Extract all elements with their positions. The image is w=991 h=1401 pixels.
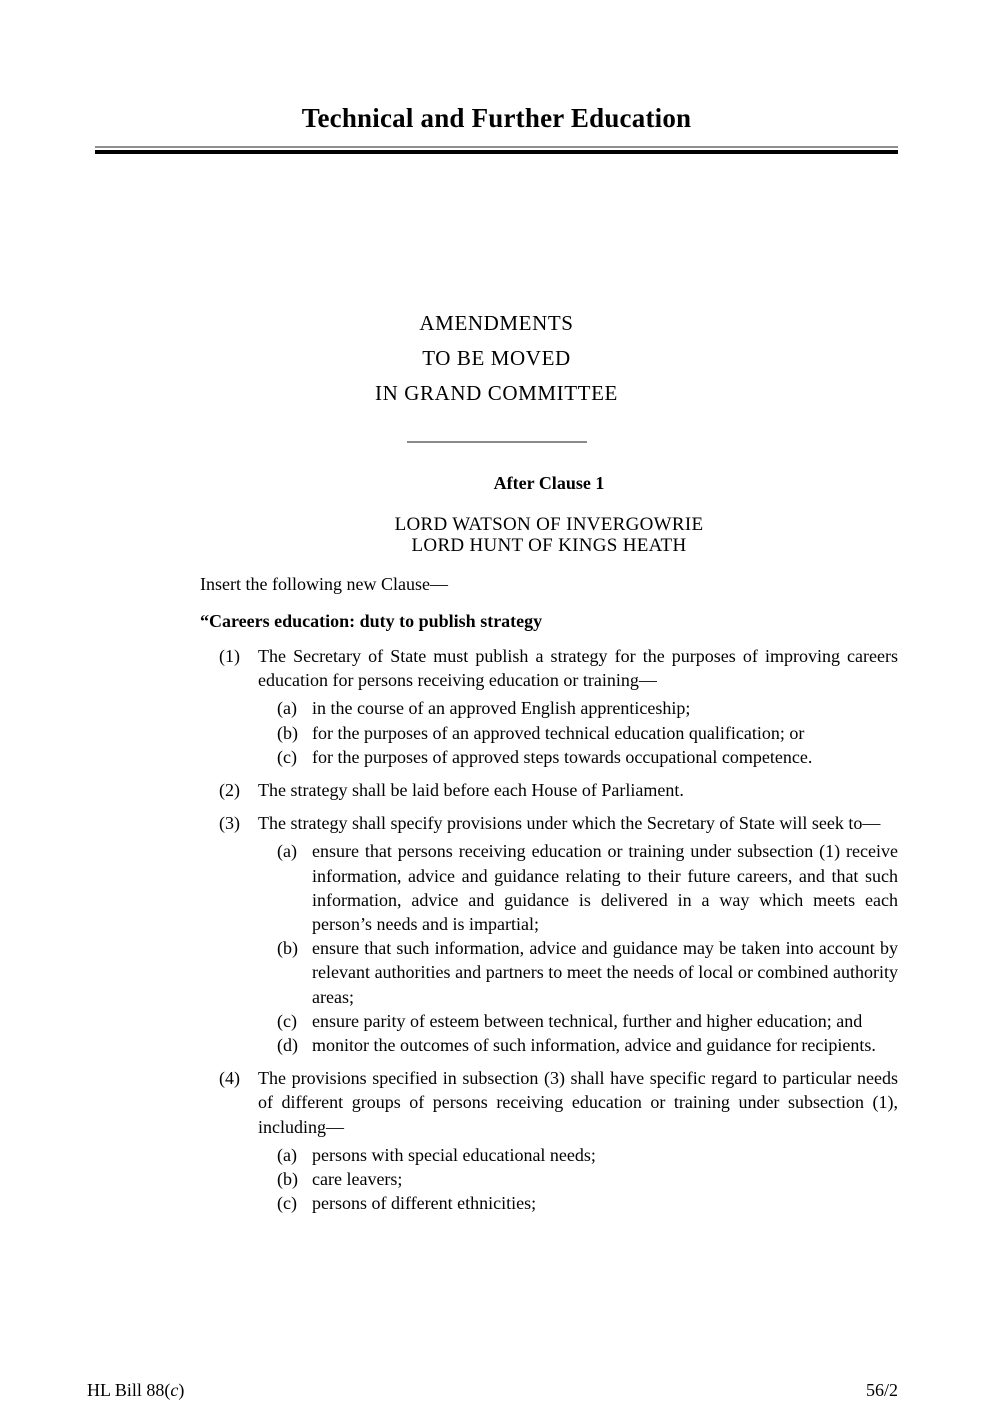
- subsection-marker: (1): [219, 646, 240, 666]
- heading-separator-rule-wrap: [95, 433, 898, 451]
- heading-line-amendments: AMENDMENTS: [419, 311, 574, 335]
- sponsor-name: LORD WATSON OF INVERGOWRIE: [394, 514, 704, 535]
- subsection-text: The provisions specified in subsection (3) shall have specific regard to particular needs of different groups of persons receiving education or training under subsection (1), including—: [258, 1068, 898, 1137]
- subsection: [200, 1066, 898, 1215]
- paragraph-list: [200, 696, 898, 769]
- paragraph-text: monitor the outcomes of such information, advice and guidance for recipients.: [312, 1035, 876, 1056]
- paragraph: [200, 1191, 898, 1215]
- bill-reference: [87, 1380, 184, 1401]
- page-title: Technical and Further Education: [301, 103, 692, 133]
- subsection-list: [200, 644, 898, 1215]
- subsection-marker: (4): [219, 1068, 240, 1089]
- heading-line-in-grand-committee: IN GRAND COMMITTEE: [375, 381, 618, 405]
- paragraph: [200, 1143, 898, 1167]
- paragraph: [200, 936, 898, 1009]
- paragraph-list: [200, 839, 898, 1057]
- paragraph: [200, 745, 898, 769]
- paragraph-marker: (a): [277, 698, 297, 719]
- paragraph-marker: (c): [277, 1193, 297, 1214]
- page-footer: [87, 1361, 898, 1401]
- clause-title: “Careers education: duty to publish strategy: [200, 611, 543, 631]
- paragraph-text: for the purposes of approved steps towards occupational competence.: [312, 746, 813, 767]
- paragraph: [200, 1009, 898, 1033]
- page-number: 56/2: [865, 1380, 898, 1400]
- sponsor-list: [200, 514, 898, 556]
- subsection-marker: (2): [219, 780, 240, 801]
- paragraph-marker: (c): [277, 746, 297, 767]
- paragraph-text: ensure that persons receiving education or training under subsection (1) receive information, advice and guidance relating to their future careers, and that such information, advice and guidance is delivered in a way which meets each person’s needs and is impartial;: [312, 841, 898, 935]
- paragraph: [200, 721, 898, 745]
- insert-instruction: Insert the following new Clause—: [200, 574, 448, 594]
- paragraph-text: care leavers;: [312, 1169, 403, 1190]
- paragraph-text: ensure that such information, advice and guidance may be taken into account by relevant authorities and partners to meet the needs of local or combined authority areas;: [312, 938, 898, 1007]
- subsection-text: The Secretary of State must publish a strategy for the purposes of improving careers education for persons receiving education or training—: [258, 646, 898, 691]
- section-heading: After Clause 1: [493, 473, 605, 493]
- heading-separator-rule: [407, 441, 587, 443]
- bill-reference-suffix: ): [178, 1380, 185, 1400]
- paragraph-text: ensure parity of esteem between technical, further and higher education; and: [312, 1010, 863, 1031]
- subsection-marker: (3): [219, 813, 240, 834]
- paragraph-marker: (b): [277, 938, 298, 959]
- heading-line-to-be-moved: TO BE MOVED: [422, 346, 571, 370]
- paragraph-marker: (d): [277, 1035, 298, 1056]
- subsection: [200, 811, 898, 1057]
- amendment-body: [200, 472, 898, 1215]
- paragraph-text: for the purposes of an approved technical education qualification; or: [312, 722, 805, 743]
- paragraph-text: in the course of an approved English apprenticeship;: [312, 698, 691, 719]
- paragraph-list: [200, 1143, 898, 1216]
- paragraph: [200, 1167, 898, 1191]
- amendments-heading-block: [95, 306, 898, 411]
- header-rule-thick: [95, 150, 898, 154]
- subsection-text: The strategy shall be laid before each House of Parliament.: [258, 780, 684, 801]
- paragraph-marker: (b): [277, 722, 298, 743]
- subsection-text: The strategy shall specify provisions under which the Secretary of State will seek to—: [258, 813, 881, 834]
- subsection: [200, 778, 898, 802]
- paragraph-text: persons of different ethnicities;: [312, 1193, 537, 1214]
- paragraph: [200, 696, 898, 720]
- sponsor-name: LORD HUNT OF KINGS HEATH: [411, 535, 687, 556]
- subsection: [200, 644, 898, 769]
- paragraph-marker: (a): [277, 1144, 297, 1165]
- bill-reference-letter: c: [170, 1380, 179, 1400]
- paragraph-marker: (a): [277, 841, 297, 862]
- paragraph: [200, 839, 898, 936]
- paragraph-marker: (c): [277, 1010, 297, 1031]
- header-rule-thin: [95, 146, 898, 148]
- paragraph-marker: (b): [277, 1169, 298, 1190]
- paragraph-text: persons with special educational needs;: [312, 1144, 596, 1165]
- bill-reference-prefix: HL Bill 88(: [87, 1380, 171, 1400]
- paragraph: [200, 1033, 898, 1057]
